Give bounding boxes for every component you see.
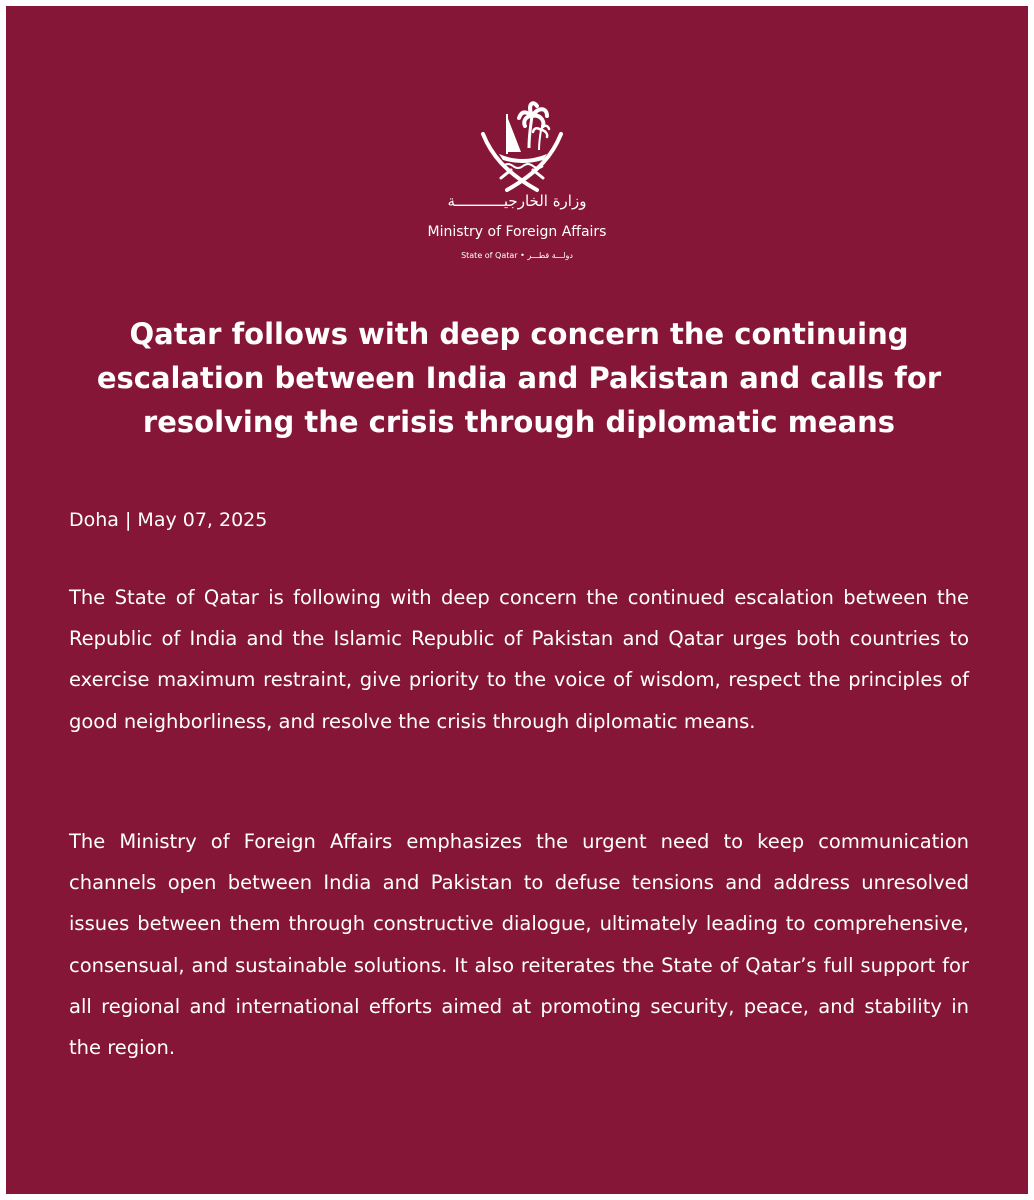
qatar-state-emblem-icon	[477, 94, 567, 194]
statement-headline: Qatar follows with deep concern the continuing escalation between India and Pakistan and calls for resolving the crisis through diplomatic means	[96, 317, 942, 439]
statement-paragraph: The Ministry of Foreign Affairs emphasizes the urgent need to keep communication channels open between India and Pakistan to defuse tensions and address unresolved issues between them through constructive dialogue, ultimately leading to comprehensive, consensual, and sustainable solutions. It also reiterates the State of Qatar’s full support for all regional and international efforts aimed at promoting security, peace, and stability in the region.	[69, 830, 969, 1060]
press-release-card	[6, 6, 1028, 1194]
ministry-name-english: Ministry of Foreign Affairs	[427, 224, 607, 240]
ministry-name-arabic: وزارة الخارجيـــــــــــة	[447, 192, 587, 210]
statement-dateline: Doha | May 07, 2025	[69, 509, 268, 531]
statement-paragraph: The State of Qatar is following with deep concern the continued escalation between the Republic of India and the Islamic Republic of Pakistan and Qatar urges both countries to exercise maximum restraint, give priority to the voice of wisdom, respect the principles of good neighborliness, and resolve the crisis through diplomatic means.	[69, 586, 969, 733]
state-of-qatar-line: State of Qatar • دولـــة قطـــر	[461, 251, 573, 260]
